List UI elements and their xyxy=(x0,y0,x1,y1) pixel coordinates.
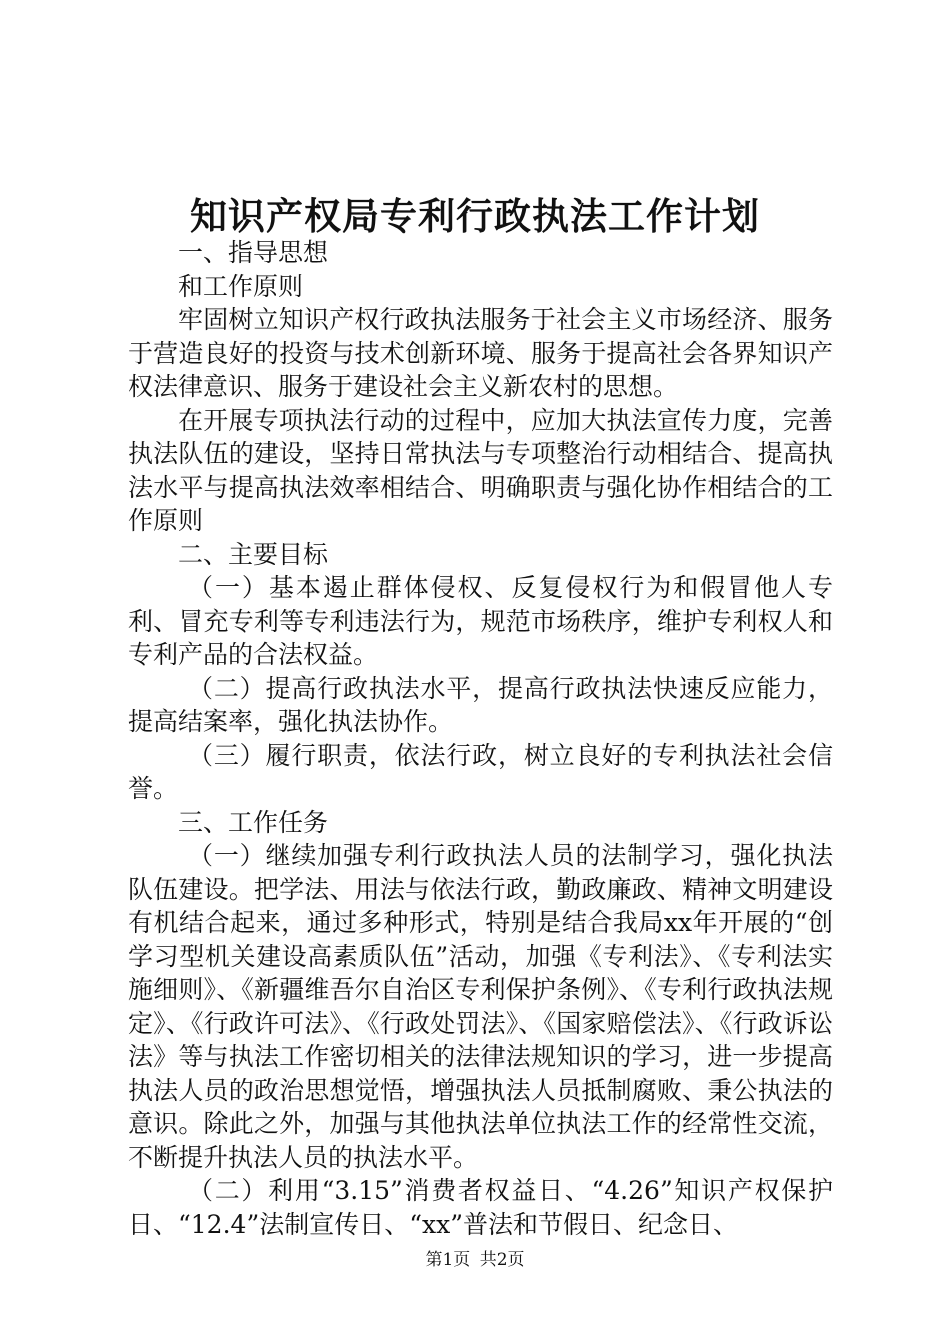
page-footer xyxy=(0,1245,950,1270)
document-body xyxy=(128,236,833,1241)
page-number: 第1页 xyxy=(425,1250,471,1270)
section-heading: 三、工作任务 xyxy=(178,807,329,837)
paragraph: 和工作原则 xyxy=(178,271,304,301)
section-heading: 一、指导思想 xyxy=(178,238,329,267)
paragraph: （一）继续加强专利行政执法人员的法制学习，强化执法队伍建设。把学法、用法与依法行政，勤政廉政、精神文明建设有机结合起来，通过多种形式，特别是结合我局xx年开展的“创学习型机关建设高素质队伍”活动，加强《专利法》、《专利法实施细则》、《新疆维吾尔自治区专利保护条例》、《专利行政执法规定》、《行政许可法》、《行政处罚法》、《国家赔偿法》、《行政诉讼法》等与执法工作密切相关的法律法规知识的学习，进一步提高执法人员的政治思想觉悟，增强执法人员抵制腐败、秉公执法的意识。除此之外，加强与其他执法单位执法工作的经常性交流，不断提升执法人员的执法水平。 xyxy=(128,841,833,1172)
section-heading: 二、主要目标 xyxy=(178,539,329,569)
paragraph: （一）基本遏止群体侵权、反复侵权行为和假冒他人专利、冒充专利等专利违法行为，规范市场秩序，维护专利权人和专利产品的合法权益。 xyxy=(128,573,833,669)
paragraph: 牢固树立知识产权行政执法服务于社会主义市场经济、服务于营造良好的投资与技术创新环境、服务于提高社会各界知识产权法律意识、服务于建设社会主义新农村的思想。 xyxy=(128,305,833,401)
paragraph: 在开展专项执法行动的过程中，应加大执法宣传力度，完善执法队伍的建设，坚持日常执法与专项整治行动相结合、提高执法水平与提高执法效率相结合、明确职责与强化协作相结合的工作原则 xyxy=(128,405,833,535)
paragraph: （二）利用“3.15”消费者权益日、“4.26”知识产权保护日、“12.4”法制宣传日、“xx”普法和节假日、纪念日、 xyxy=(128,1176,833,1239)
paragraph: （三）履行职责，依法行政，树立良好的专利执法社会信誉。 xyxy=(128,740,833,803)
page-total: 共2页 xyxy=(479,1250,525,1270)
paragraph: （二）提高行政执法水平，提高行政执法快速反应能力，提高结案率，强化执法协作。 xyxy=(128,673,833,736)
document-title: 知识产权局专利行政执法工作计划 xyxy=(190,194,760,238)
